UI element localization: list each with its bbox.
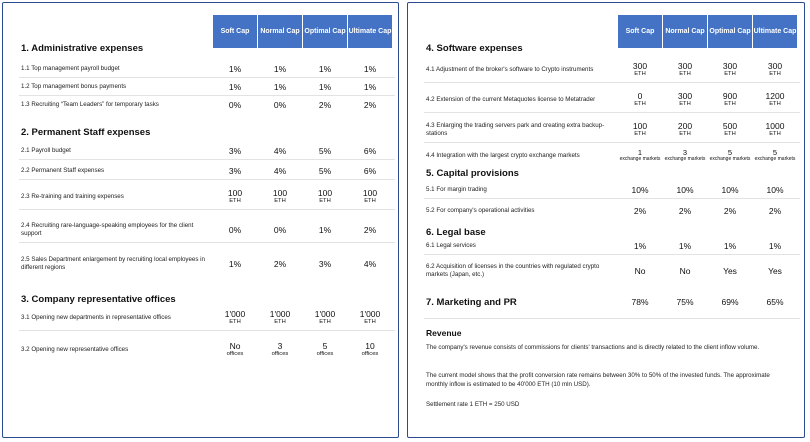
cell-value: 300 — [767, 61, 783, 72]
cell-value: 3 — [682, 148, 688, 158]
value-cell — [213, 80, 257, 94]
value-cell — [213, 98, 257, 112]
cell-unit: ETH — [634, 101, 646, 108]
row-divider — [424, 112, 800, 113]
row-divider — [19, 242, 395, 243]
cell-unit: ETH — [724, 131, 736, 138]
section-title: 3. Company representative offices — [21, 294, 176, 305]
cell-value: 1 — [637, 148, 643, 158]
value-cell — [258, 144, 302, 158]
row-divider — [424, 254, 800, 255]
row-label: 2.4 Recruiting rare-language-speaking employees for the client support — [21, 222, 194, 237]
cell-value: 200 — [677, 121, 693, 132]
cell-unit: ETH — [634, 131, 646, 138]
value-cell — [258, 80, 302, 94]
cell-value: No — [634, 265, 646, 276]
cell-value: 1% — [723, 240, 737, 251]
cell-value: 1200 — [765, 91, 785, 102]
value-cell — [303, 98, 347, 112]
cell-value: 1% — [228, 81, 242, 92]
cell-value: 900 — [722, 91, 738, 102]
value-cell — [303, 80, 347, 94]
cell-value: 10% — [766, 184, 784, 195]
column-header-normal-cap: Normal Cap — [663, 15, 707, 48]
cell-value: 1'000 — [314, 309, 336, 320]
cell-unit: ETH — [679, 71, 691, 78]
cell-value: 300 — [722, 61, 738, 72]
value-cell — [663, 119, 707, 141]
cell-value: 2% — [678, 205, 692, 216]
cell-unit: ETH — [679, 101, 691, 108]
row-label: 1.3 Recruiting “Team Leaders” for temporary tasks — [21, 101, 159, 108]
row-divider — [19, 77, 395, 78]
cell-unit: exchange markets — [754, 156, 796, 163]
value-cell — [618, 144, 662, 168]
cell-value: Yes — [723, 265, 737, 276]
cell-value: No — [229, 341, 241, 352]
column-header-ultimate-cap: Ultimate Cap — [348, 15, 392, 48]
cell-value: 3 — [277, 341, 283, 352]
cell-value: 10% — [721, 184, 739, 195]
cell-value: 1% — [273, 81, 287, 92]
cell-value: 69% — [721, 296, 739, 307]
cell-value: 10 — [365, 341, 375, 352]
cell-value: 3% — [228, 165, 242, 176]
value-cell — [348, 98, 392, 112]
cell-unit: ETH — [319, 198, 331, 205]
cell-value: 5% — [318, 165, 332, 176]
value-cell — [663, 262, 707, 280]
section-divider — [424, 318, 800, 319]
cell-value: 0% — [228, 224, 242, 235]
left-budget-panel — [2, 2, 399, 438]
cell-value: 0% — [228, 99, 242, 110]
value-cell — [618, 204, 662, 218]
value-cell — [753, 239, 797, 253]
value-cell — [708, 183, 752, 197]
value-cell — [708, 144, 752, 168]
section-title: 4. Software expenses — [426, 43, 523, 54]
cell-unit: ETH — [769, 71, 781, 78]
value-cell — [258, 62, 302, 76]
value-cell — [663, 183, 707, 197]
cell-value: 1% — [228, 63, 242, 74]
value-cell — [753, 59, 797, 81]
cell-value: 2% — [273, 258, 287, 269]
value-cell — [618, 295, 662, 309]
cell-value: 5 — [772, 148, 778, 158]
row-label: 2.3 Re-training and training expenses — [21, 193, 124, 200]
value-cell — [348, 62, 392, 76]
value-cell — [258, 164, 302, 178]
cell-value: 300 — [632, 61, 648, 72]
value-cell — [618, 183, 662, 197]
value-cell — [348, 219, 392, 241]
cell-value: 5 — [322, 341, 328, 352]
value-cell — [663, 59, 707, 81]
value-cell — [258, 98, 302, 112]
row-divider — [19, 179, 395, 180]
column-header-ultimate-cap: Ultimate Cap — [753, 15, 797, 48]
cell-value: 6% — [363, 145, 377, 156]
row-label: 4.2 Extension of the current Metaquotes license to Metatrader — [426, 96, 596, 103]
cell-value: 0 — [637, 91, 643, 102]
value-cell — [753, 119, 797, 141]
cell-value: 75% — [676, 296, 694, 307]
cell-value: 2% — [768, 205, 782, 216]
value-cell — [708, 262, 752, 280]
column-header-soft-cap: Soft Cap — [213, 15, 257, 48]
cell-value: 500 — [722, 121, 738, 132]
cell-unit: ETH — [724, 71, 736, 78]
cell-value: Yes — [768, 265, 782, 276]
value-cell — [618, 119, 662, 141]
revenue-title: Revenue — [426, 328, 462, 338]
revenue-paragraph: The current model shows that the profit conversion rate remains between 30% to 50% of the invested funds. The approximate monthly inflow is estimated to be 40'000 ETH (10 mln USD). — [426, 372, 770, 388]
cell-value: 1'000 — [224, 309, 246, 320]
value-cell — [753, 295, 797, 309]
cell-value: 1% — [318, 63, 332, 74]
cell-value: 0% — [273, 99, 287, 110]
section-title: 5. Capital provisions — [426, 168, 519, 179]
revenue-paragraph: The company's revenue consists of commissions for clients' transactions and is directly related to the client inflow volume. — [426, 344, 760, 351]
cell-value: 4% — [363, 258, 377, 269]
column-header-soft-cap: Soft Cap — [618, 15, 662, 48]
cell-value: 10% — [676, 184, 694, 195]
cell-value: 300 — [677, 91, 693, 102]
value-cell — [303, 251, 347, 277]
value-cell — [303, 164, 347, 178]
cell-unit: exchange markets — [709, 156, 751, 163]
cell-unit: offices — [361, 351, 379, 358]
value-cell — [663, 239, 707, 253]
cell-value: 1000 — [765, 121, 785, 132]
cell-value: 1% — [678, 240, 692, 251]
row-label: 3.1 Opening new departments in representative offices — [21, 314, 171, 321]
cell-unit: ETH — [319, 319, 331, 326]
value-cell — [618, 89, 662, 111]
value-cell — [348, 164, 392, 178]
value-cell — [663, 144, 707, 168]
cell-value: 1'000 — [269, 309, 291, 320]
value-cell — [213, 164, 257, 178]
cell-value: 3% — [228, 145, 242, 156]
cell-unit: exchange markets — [664, 156, 706, 163]
value-cell — [348, 337, 392, 363]
value-cell — [213, 186, 257, 208]
value-cell — [753, 89, 797, 111]
cell-unit: ETH — [769, 131, 781, 138]
row-label: 1.1 Top management payroll budget — [21, 65, 120, 72]
row-label: 2.2 Permanent Staff expenses — [21, 167, 105, 174]
value-cell — [753, 144, 797, 168]
cell-value: 10% — [631, 184, 649, 195]
value-cell — [708, 295, 752, 309]
value-cell — [213, 251, 257, 277]
value-cell — [303, 219, 347, 241]
row-label: 3.2 Opening new representative offices — [21, 346, 129, 353]
section-title: 2. Permanent Staff expenses — [21, 127, 151, 138]
cell-value: 100 — [362, 188, 378, 199]
cell-value: 4% — [273, 165, 287, 176]
cell-unit: ETH — [364, 319, 376, 326]
cell-value: No — [679, 265, 691, 276]
value-cell — [213, 62, 257, 76]
row-divider — [19, 159, 395, 160]
cell-unit: ETH — [274, 198, 286, 205]
row-label: 4.4 Integration with the largest crypto exchange markets — [426, 152, 580, 159]
value-cell — [213, 219, 257, 241]
section-title: 6. Legal base — [426, 227, 486, 238]
value-cell — [708, 59, 752, 81]
row-label: 2.5 Sales Department enlargement by recruiting local employees in different regions — [21, 256, 206, 271]
cell-unit: ETH — [724, 101, 736, 108]
value-cell — [753, 204, 797, 218]
value-cell — [618, 262, 662, 280]
value-cell — [213, 337, 257, 363]
value-cell — [618, 239, 662, 253]
column-header-optimal-cap: Optimal Cap — [303, 15, 347, 48]
cell-value: 0% — [273, 224, 287, 235]
settlement-rate: Settlement rate 1 ETH = 250 USD — [426, 401, 520, 408]
cell-value: 1% — [228, 258, 242, 269]
value-cell — [708, 89, 752, 111]
cell-value: 3% — [318, 258, 332, 269]
value-cell — [663, 89, 707, 111]
value-cell — [303, 307, 347, 329]
row-label: 6.2 Acquisition of licenses in the countries with regulated crypto markets (Japan, etc.) — [426, 263, 600, 278]
value-cell — [348, 251, 392, 277]
row-divider — [19, 95, 395, 96]
cell-value: 5% — [318, 145, 332, 156]
cell-unit: ETH — [679, 131, 691, 138]
row-divider — [19, 330, 395, 331]
column-header-normal-cap: Normal Cap — [258, 15, 302, 48]
value-cell — [348, 186, 392, 208]
value-cell — [303, 186, 347, 208]
cell-value: 1% — [633, 240, 647, 251]
cell-value: 78% — [631, 296, 649, 307]
row-label: 5.1 For margin trading — [426, 186, 487, 193]
value-cell — [213, 144, 257, 158]
cell-value: 1% — [318, 81, 332, 92]
row-divider — [19, 209, 395, 210]
cell-value: 1'000 — [359, 309, 381, 320]
cell-unit: offices — [271, 351, 289, 358]
cell-value: 1% — [363, 63, 377, 74]
cell-value: 1% — [768, 240, 782, 251]
cell-value: 300 — [677, 61, 693, 72]
value-cell — [213, 307, 257, 329]
cell-unit: ETH — [229, 319, 241, 326]
value-cell — [258, 337, 302, 363]
value-cell — [663, 295, 707, 309]
value-cell — [618, 59, 662, 81]
cell-value: 5 — [727, 148, 733, 158]
value-cell — [753, 262, 797, 280]
cell-value: 2% — [633, 205, 647, 216]
row-label: 6.1 Legal services — [426, 242, 476, 249]
cell-value: 1% — [273, 63, 287, 74]
value-cell — [303, 144, 347, 158]
section-title: 7. Marketing and PR — [426, 297, 517, 308]
value-cell — [258, 219, 302, 241]
value-cell — [708, 239, 752, 253]
right-budget-panel — [407, 2, 805, 438]
row-label: 1.2 Top management bonus payments — [21, 83, 127, 90]
cell-value: 2% — [318, 99, 332, 110]
row-divider — [424, 142, 800, 143]
cell-unit: ETH — [229, 198, 241, 205]
cell-unit: ETH — [364, 198, 376, 205]
value-cell — [258, 186, 302, 208]
value-cell — [258, 251, 302, 277]
cell-unit: offices — [226, 351, 244, 358]
cell-unit: offices — [316, 351, 334, 358]
value-cell — [663, 204, 707, 218]
cell-value: 65% — [766, 296, 784, 307]
row-label: 2.1 Payroll budget — [21, 147, 71, 154]
row-label: 5.2 For company's operational activities — [426, 207, 535, 214]
cell-unit: exchange markets — [619, 156, 661, 163]
cell-unit: ETH — [634, 71, 646, 78]
cell-value: 2% — [363, 224, 377, 235]
column-header-optimal-cap: Optimal Cap — [708, 15, 752, 48]
cell-value: 2% — [723, 205, 737, 216]
value-cell — [708, 204, 752, 218]
value-cell — [708, 119, 752, 141]
value-cell — [303, 62, 347, 76]
cell-value: 6% — [363, 165, 377, 176]
cell-value: 1% — [363, 81, 377, 92]
value-cell — [348, 307, 392, 329]
row-label: 4.1 Adjustment of the broker's software to Crypto instruments — [426, 66, 594, 73]
cell-value: 1% — [318, 224, 332, 235]
cell-value: 4% — [273, 145, 287, 156]
value-cell — [753, 183, 797, 197]
cell-value: 100 — [317, 188, 333, 199]
value-cell — [258, 307, 302, 329]
cell-value: 100 — [272, 188, 288, 199]
cell-unit: ETH — [274, 319, 286, 326]
value-cell — [303, 337, 347, 363]
row-divider — [424, 198, 800, 199]
value-cell — [348, 144, 392, 158]
cell-value: 2% — [363, 99, 377, 110]
cell-value: 100 — [227, 188, 243, 199]
row-divider — [424, 82, 800, 83]
cell-unit: ETH — [769, 101, 781, 108]
section-title: 1. Administrative expenses — [21, 43, 144, 54]
row-label: 4.3 Enlarging the trading servers park and creating extra backup-stations — [426, 122, 605, 137]
cell-value: 100 — [632, 121, 648, 132]
value-cell — [348, 80, 392, 94]
